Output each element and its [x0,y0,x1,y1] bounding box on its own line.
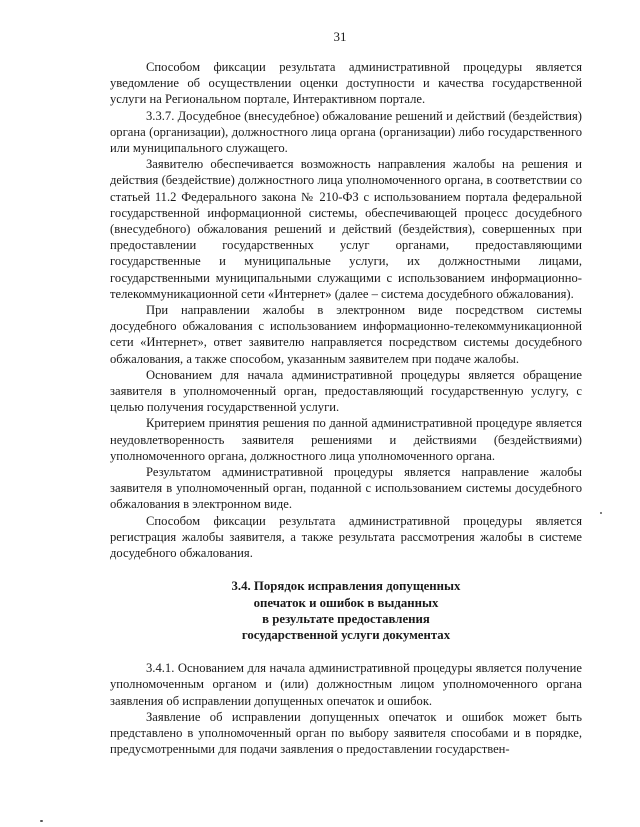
paragraph-3-3-7: 3.3.7. Досудебное (внесудебное) обжалование решений и действий (бездействия) органа (организации), должностного лица органа (организации) либо государственного или муниципального служащего. [110,108,582,156]
heading-line: в результате предоставления [262,611,430,626]
scan-speck [600,512,602,514]
paragraph-procedure-result: Результатом административной процедуры является направление жалобы заявителя в уполномоченный орган, поданной с использованием системы досудебного обжалования в электронном виде. [110,465,582,512]
paragraph-decision-criterion: Критерием принятия решения по данной административной процедуре является неудовлетворенность заявителя решениями и действиями (бездействиями) уполномоченного органа, должностного лица уполномоченного органа. [110,416,582,463]
heading-line: опечаток и ошибок в выданных [253,595,439,610]
paragraph-procedure-basis: Основанием для начала административной процедуры является обращение заявителя в уполномоченный орган, предоставляющий государственную услугу, с целью получения государственной услуги. [110,367,582,415]
heading-line: 3.4. Порядок исправления допущенных [231,579,461,594]
paragraph-3-4-1: 3.4.1. Основанием для начала административной процедуры является получение уполномоченным органом и (или) должностным лицом уполномоченного органа заявления об исправлении допущенных опечаток и ошибок. [110,661,582,708]
page-number: 31 [333,29,347,44]
scan-speck [40,820,43,822]
paragraph-result-fixation: Способом фиксации результата административной процедуры является регистрация жалобы заявителя, а также результата рассмотрения жалобы в системе досудебного обжалования. [110,513,582,561]
paragraph-correction-application: Заявление об исправлении допущенных опечаток и ошибок может быть представлено в уполномоченный орган по выбору заявителя способами и в порядке, предусмотренными для подачи заявления о предоставлении государствен- [110,709,582,757]
paragraph-electronic-complaint: При направлении жалобы в электронном виде посредством системы досудебного обжалования с использованием информационно-телекоммуникационной сети «Интернет», ответ заявителю направляется посредством системы досудебного обжалования, а также способом, указанным заявителем при подаче жалобы. [110,303,582,366]
paragraph-complaint-possibility: Заявителю обеспечивается возможность направления жалобы на решения и действия (бездействие) должностного лица уполномоченного органа, в соответствии со статьей 11.2 Федерального закона № 210-ФЗ с использованием портала федеральной государственной информационной системы, обеспечивающей процесс досудебного (внесудебного) обжалования решений и действий (бездействия), совершенных при предоставлении государственных услуг органами, предоставляющими государственные и муниципальные услуги, их должностными лицами, государственными муниципальными служащими с использованием информационно-телекоммуникационной сети «Интернет» (далее – система досудебного обжалования). [110,157,582,301]
section-heading-3-4 [110,578,582,643]
paragraph-fixation-method: Способом фиксации результата административной процедуры является уведомление об осуществлении оценки доступности и качества государственной услуги на Региональном портале, Интерактивном портале. [110,60,582,107]
document-body [110,59,582,757]
heading-line: государственной услуги документах [241,627,451,642]
